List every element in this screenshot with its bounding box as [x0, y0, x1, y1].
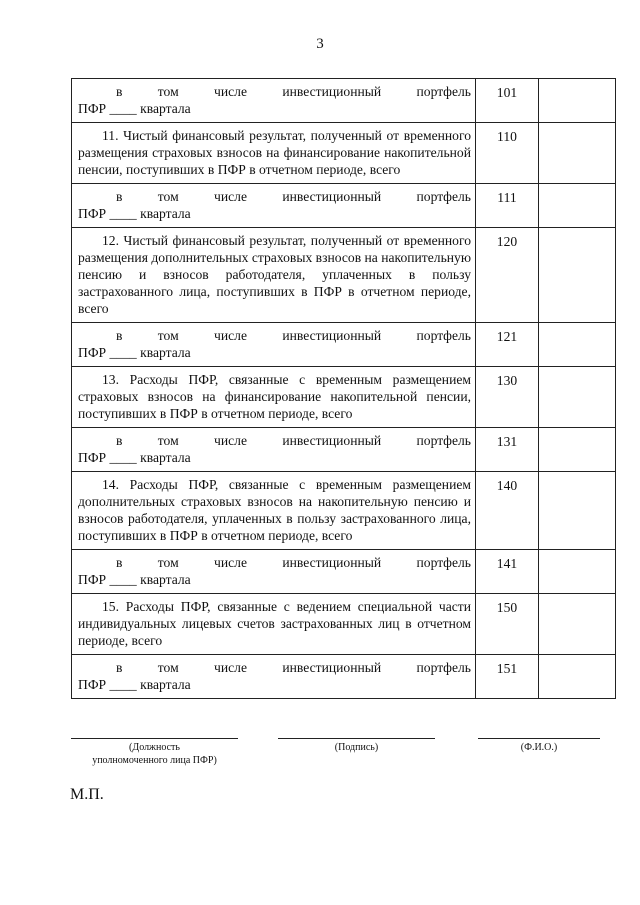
name-caption: (Ф.И.О.) — [520, 742, 558, 753]
table-row — [72, 184, 616, 228]
row-value-cell[interactable] — [539, 323, 616, 367]
signature-caption: (Подпись) — [334, 742, 379, 753]
row-description-line2: ПФР ____ квартала — [78, 677, 191, 692]
row-description-line2: ПФР ____ квартала — [78, 345, 191, 360]
row-value-cell[interactable] — [539, 123, 616, 184]
row-description-line2: ПФР ____ квартала — [78, 101, 191, 116]
table-row — [72, 123, 616, 184]
row-description — [72, 594, 476, 655]
stamp-place: М.П. — [70, 786, 104, 803]
row-value-cell[interactable] — [539, 228, 616, 323]
row-code: 120 — [476, 228, 539, 323]
row-value-cell[interactable] — [539, 550, 616, 594]
table-row — [72, 428, 616, 472]
row-value-cell[interactable] — [539, 428, 616, 472]
position-caption-line2: уполномоченного лица ПФР) — [92, 755, 217, 766]
row-description-line1: в том числе инвестиционный портфель — [116, 189, 471, 204]
row-description-line1: в том числе инвестиционный портфель — [116, 660, 471, 675]
report-table-body — [72, 79, 616, 699]
row-description — [72, 79, 476, 123]
row-description — [72, 228, 476, 323]
row-description-text: 15. Расходы ПФР, связанные с ведением специальной части индивидуальных лицевых счетов застрахованных лиц в отчетном периоде, всего — [78, 599, 471, 648]
row-description-line2: ПФР ____ квартала — [78, 450, 191, 465]
row-description — [72, 550, 476, 594]
row-value-cell[interactable] — [539, 367, 616, 428]
row-description-text: 11. Чистый финансовый результат, полученный от временного размещения страховых взносов на финансирование накопительной пенсии, поступивших в ПФР в отчетном периоде, всего — [78, 128, 471, 177]
row-description — [72, 367, 476, 428]
table-row — [72, 323, 616, 367]
row-code: 111 — [476, 184, 539, 228]
row-description-line1: в том числе инвестиционный портфель — [116, 84, 471, 99]
row-code: 110 — [476, 123, 539, 184]
row-code: 121 — [476, 323, 539, 367]
row-code: 151 — [476, 655, 539, 699]
row-description — [72, 323, 476, 367]
row-code: 131 — [476, 428, 539, 472]
row-description — [72, 184, 476, 228]
name-signature-line[interactable] — [478, 738, 600, 739]
row-value-cell[interactable] — [539, 472, 616, 550]
row-description-text: 13. Расходы ПФР, связанные с временным размещением страховых взносов на финансирование накопительной пенсии, поступивших в ПФР в отчетном периоде, всего — [78, 372, 471, 421]
row-code: 130 — [476, 367, 539, 428]
row-code: 150 — [476, 594, 539, 655]
row-code: 141 — [476, 550, 539, 594]
row-description-line1: в том числе инвестиционный портфель — [116, 328, 471, 343]
row-value-cell[interactable] — [539, 184, 616, 228]
table-row — [72, 367, 616, 428]
row-code: 101 — [476, 79, 539, 123]
row-description — [72, 123, 476, 184]
row-value-cell[interactable] — [539, 79, 616, 123]
report-table — [71, 78, 616, 699]
position-caption-line1: (Должность — [129, 742, 180, 753]
table-row — [72, 228, 616, 323]
row-description-line2: ПФР ____ квартала — [78, 206, 191, 221]
position-caption — [71, 741, 238, 767]
table-row — [72, 79, 616, 123]
row-value-cell[interactable] — [539, 594, 616, 655]
row-description — [72, 655, 476, 699]
page-number: 3 — [316, 36, 324, 52]
table-row — [72, 550, 616, 594]
row-description — [72, 428, 476, 472]
table-row — [72, 655, 616, 699]
row-value-cell[interactable] — [539, 655, 616, 699]
row-description-text: 12. Чистый финансовый результат, полученный от временного размещения дополнительных страховых взносов на накопительную пенсию и взносов работодателя, уплаченных в пользу застрахованного лица, поступивших в ПФР в отчетном периоде, всего — [78, 233, 471, 316]
row-description — [72, 472, 476, 550]
row-description-line2: ПФР ____ квартала — [78, 572, 191, 587]
signature-line[interactable] — [278, 738, 435, 739]
table-row — [72, 594, 616, 655]
row-description-line1: в том числе инвестиционный портфель — [116, 555, 471, 570]
table-row — [72, 472, 616, 550]
row-description-text: 14. Расходы ПФР, связанные с временным размещением дополнительных страховых взносов на накопительную пенсию и взносов работодателя, уплаченных в пользу застрахованного лица, поступивших в ПФР в отчетном периоде, всего — [78, 477, 471, 543]
row-code: 140 — [476, 472, 539, 550]
position-signature-line[interactable] — [71, 738, 238, 739]
row-description-line1: в том числе инвестиционный портфель — [116, 433, 471, 448]
